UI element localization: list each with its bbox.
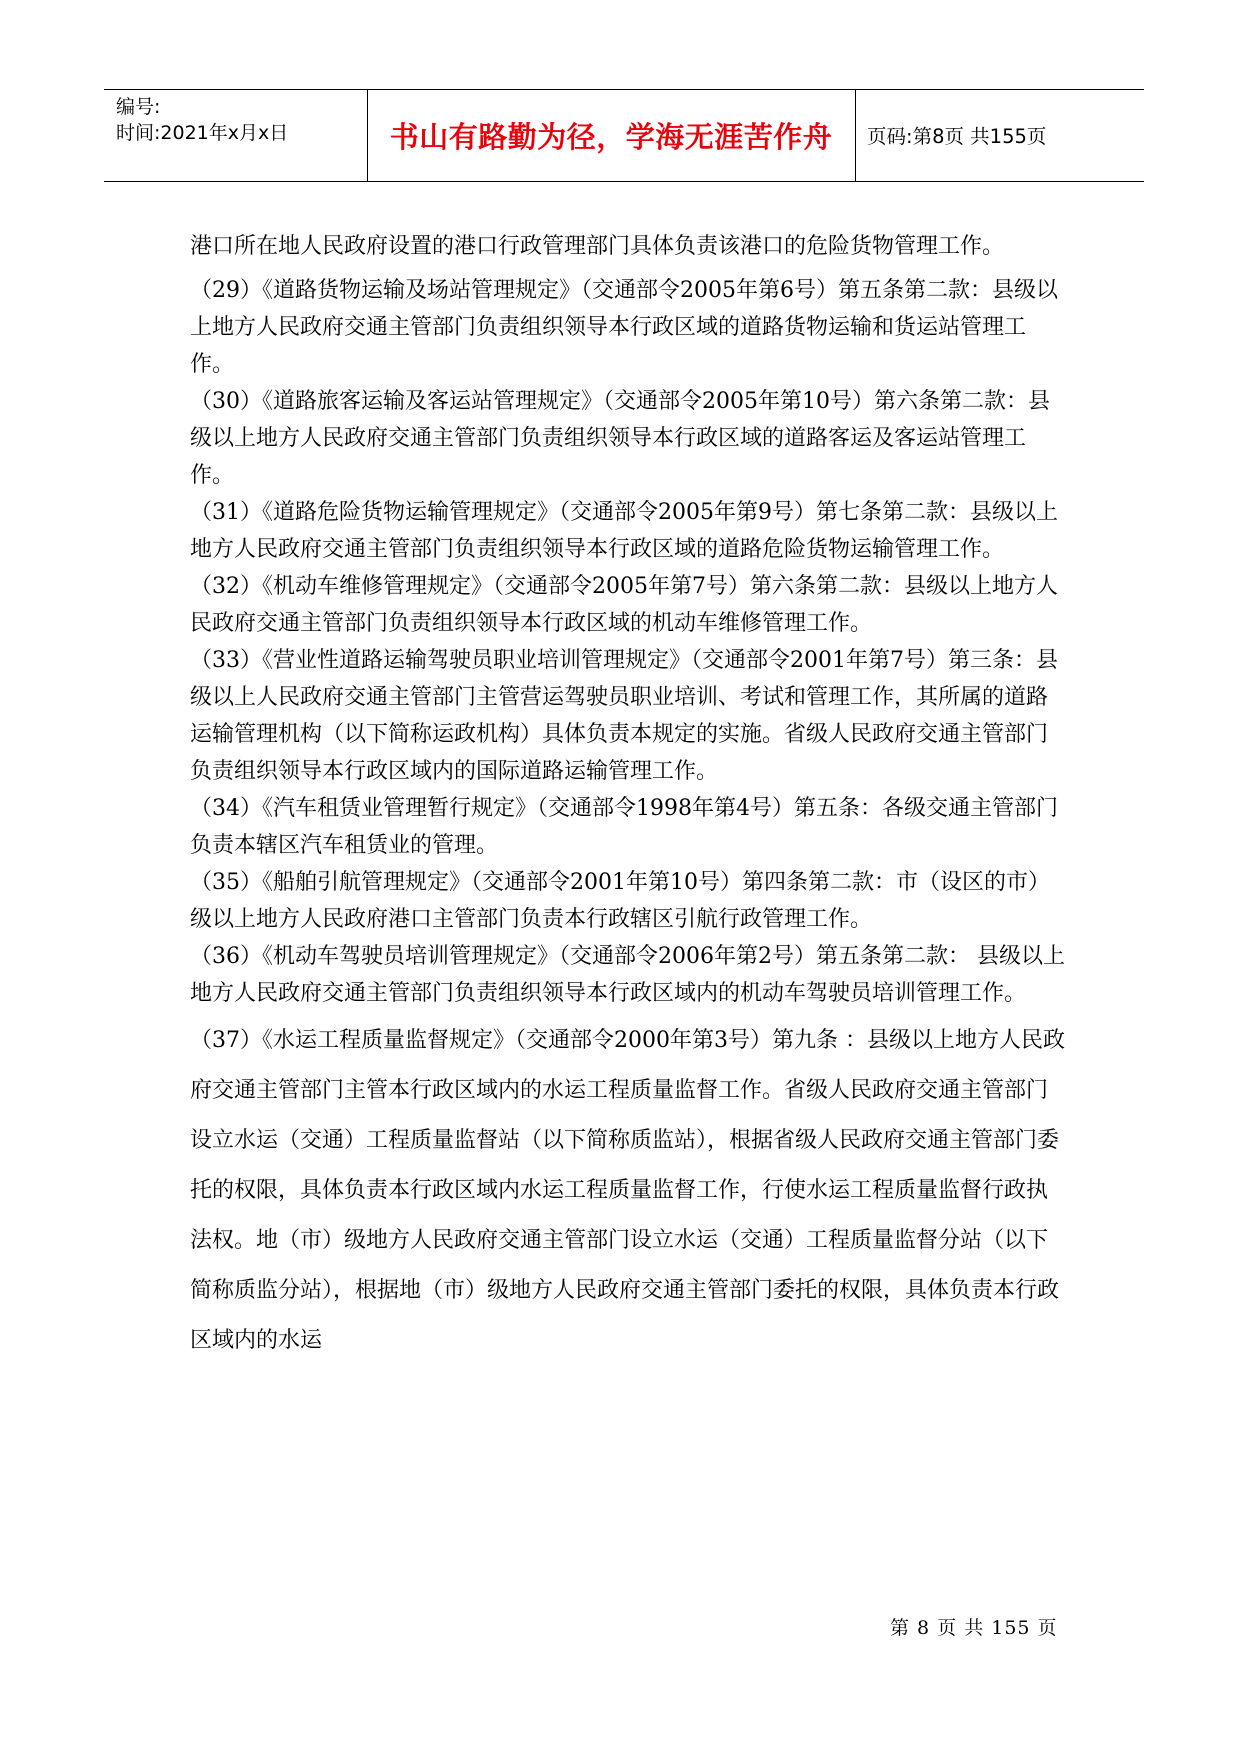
page-header bbox=[104, 89, 1144, 182]
header-divider bbox=[855, 90, 856, 181]
header-motto: 书山有路勤为径，学海无涯苦作舟 bbox=[389, 119, 833, 154]
paragraph: （34）《汽车租赁业管理暂行规定》（交通部令1998年第4号）第五条：各级交通主管部门负责本辖区汽车租赁业的管理。 bbox=[190, 796, 1058, 858]
paragraph: （29）《道路货物运输及场站管理规定》（交通部令2005年第6号）第五条第二款：县级以上地方人民政府交通主管部门负责组织领导本行政区域的道路货物运输和货运站管理工作。 bbox=[190, 278, 1058, 377]
header-page-code: 页码:第8页 共155页 bbox=[867, 125, 1047, 148]
paragraph: （30）《道路旅客运输及客运站管理规定》（交通部令2005年第10号）第六条第二款：县级以上地方人民政府交通主管部门负责组织领导本行政区域的道路客运及客运站管理工作。 bbox=[190, 389, 1050, 488]
document-body bbox=[190, 222, 1065, 1366]
paragraph: （32）《机动车维修管理规定》（交通部令2005年第7号）第六条第二款：县级以上地方人民政府交通主管部门负责组织领导本行政区域的机动车维修管理工作。 bbox=[190, 574, 1058, 636]
header-meta bbox=[116, 94, 288, 146]
paragraph: （37）《水运工程质量监督规定》（交通部令2000年第3号）第九条 ：县级以上地方人民政府交通主管部门主管本行政区域内的水运工程质量监督工作。省级人民政府交通主管部门设立水运（交通）工程质量监督站（以下简称质监站），根据省级人民政府交通主管部门委托的权限，具体负责本行政区域内水运工程质量监督工作，行使水运工程质量监督行政执法权。地（市）级地方人民政府交通主管部门设立水运（交通）工程质量监督分站（以下简称质监分站），根据地（市）级地方人民政府交通主管部门委托的权限，具体负责本行政区域内的水运 bbox=[190, 1028, 1065, 1353]
time-label: 时间:2021年x月x日 bbox=[116, 122, 289, 144]
serial-label: 编号: bbox=[116, 96, 161, 118]
paragraph: （33）《营业性道路运输驾驶员职业培训管理规定》（交通部令2001年第7号）第三条：县级以上人民政府交通主管部门主管营运驾驶员职业培训、考试和管理工作，其所属的道路运输管理机构（以下简称运政机构）具体负责本规定的实施。省级人民政府交通主管部门负责组织领导本行政区域内的国际道路运输管理工作。 bbox=[190, 648, 1058, 784]
page-footer: 第 8 页 共 155 页 bbox=[890, 1617, 1058, 1639]
paragraph: （35）《船舶引航管理规定》（交通部令2001年第10号）第四条第二款：市（设区的市）级以上地方人民政府港口主管部门负责本行政辖区引航行政管理工作。 bbox=[190, 870, 1050, 932]
paragraph: 港口所在地人民政府设置的港口行政管理部门具体负责该港口的危险货物管理工作。 bbox=[190, 234, 1005, 259]
paragraph: （31）《道路危险货物运输管理规定》（交通部令2005年第9号）第七条第二款：县级以上地方人民政府交通主管部门负责组织领导本行政区域的道路危险货物运输管理工作。 bbox=[190, 500, 1058, 562]
paragraph: （36）《机动车驾驶员培训管理规定》（交通部令2006年第2号）第五条第二款： 县级以上地方人民政府交通主管部门负责组织领导本行政区域内的机动车驾驶员培训管理工作。 bbox=[190, 944, 1065, 1006]
